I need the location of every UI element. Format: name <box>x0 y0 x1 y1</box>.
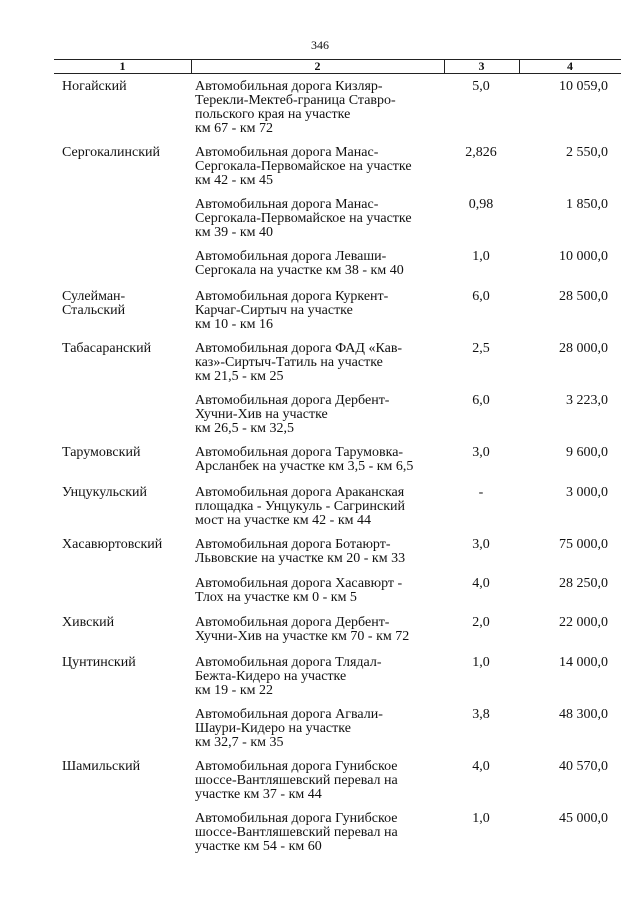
road-description-line: Автомобильная дорога Гунибское <box>195 811 398 826</box>
amount-cell: 22 000,0 <box>559 615 608 630</box>
amount-cell: 3 000,0 <box>566 485 608 500</box>
header-cell-4: 4 <box>567 59 573 73</box>
amount-cell: 10 000,0 <box>559 249 608 264</box>
road-description-line: км 26,5 - км 32,5 <box>195 421 294 436</box>
amount-cell: 48 300,0 <box>559 707 608 722</box>
road-cell <box>195 577 445 605</box>
road-description-line: Автомобильная дорога Куркент- <box>195 289 389 304</box>
road-description-line: Хучни-Хив на участке <box>195 407 328 422</box>
road-cell <box>195 290 445 332</box>
road-description-line: км 42 - км 45 <box>195 173 273 188</box>
amount-cell: 10 059,0 <box>559 79 608 94</box>
road-cell <box>195 250 445 278</box>
road-description-line: км 39 - км 40 <box>195 225 273 240</box>
road-description-line: шоссе-Вантляшевский перевал на <box>195 825 398 840</box>
road-cell <box>195 198 445 240</box>
road-cell <box>195 760 445 802</box>
district-name: Сергокалинский <box>62 145 161 160</box>
district-cell <box>62 616 190 630</box>
amount-cell: 14 000,0 <box>559 655 608 670</box>
header-cell-1: 1 <box>119 59 126 73</box>
district-cell <box>62 446 190 460</box>
length-cell: 3,8 <box>472 707 490 722</box>
district-name: Цунтинский <box>62 655 136 670</box>
district-name: Стальский <box>62 303 126 318</box>
length-cell: 4,0 <box>472 759 490 774</box>
length-cell: 5,0 <box>472 79 490 94</box>
district-cell <box>62 486 190 500</box>
district-name: Хивский <box>62 615 115 630</box>
road-description-line: Автомобильная дорога Тарумовка- <box>195 445 404 460</box>
amount-cell: 28 500,0 <box>559 289 608 304</box>
amount-cell: 28 000,0 <box>559 341 608 356</box>
road-cell <box>195 394 445 436</box>
district-name: Сулейман- <box>62 289 126 304</box>
length-cell: 4,0 <box>472 576 490 591</box>
road-description-line: км 19 - км 22 <box>195 683 273 698</box>
road-description-line: Автомобильная дорога Манас- <box>195 197 379 212</box>
road-cell <box>195 446 445 474</box>
length-cell: 3,0 <box>472 537 490 552</box>
road-cell <box>195 342 445 384</box>
road-description-line: шоссе-Вантляшевский перевал на <box>195 773 398 788</box>
road-description-line: Тлох на участке км 0 - км 5 <box>195 590 357 605</box>
road-description-line: Хучни-Хив на участке км 70 - км 72 <box>195 629 410 644</box>
road-cell <box>195 708 445 750</box>
district-cell <box>62 656 190 670</box>
road-description-line: польского края на участке <box>195 107 351 122</box>
amount-cell: 40 570,0 <box>559 759 608 774</box>
road-description-line: км 21,5 - км 25 <box>195 369 284 384</box>
district-name: Хасавюртовский <box>62 537 163 552</box>
length-cell: 2,5 <box>472 341 490 356</box>
length-cell: 2,826 <box>465 145 497 160</box>
district-name: Ногайский <box>62 79 127 94</box>
amount-cell: 75 000,0 <box>559 537 608 552</box>
amount-cell: 28 250,0 <box>559 576 608 591</box>
road-cell <box>195 656 445 698</box>
road-description-line: Автомобильная дорога Кизляр- <box>195 79 383 94</box>
road-description-line: км 10 - км 16 <box>195 317 273 332</box>
page-number: 346 <box>311 38 329 52</box>
road-description-line: Терекли-Мектеб-граница Ставро- <box>195 93 396 108</box>
road-description-line: Автомобильная дорога ФАД «Кав- <box>195 341 403 356</box>
road-description-line: Автомобильная дорога Араканская <box>195 485 405 500</box>
road-description-line: Шаури-Кидеро на участке <box>195 721 351 736</box>
length-cell: 2,0 <box>472 615 490 630</box>
road-description-line: км 32,7 - км 35 <box>195 735 284 750</box>
road-description-line: Сергокала-Первомайское на участке <box>195 159 412 174</box>
district-name: Табасаранский <box>62 341 152 356</box>
road-description-line: Львовские на участке км 20 - км 33 <box>195 551 406 566</box>
district-cell <box>62 80 190 94</box>
road-description-line: мост на участке км 42 - км 44 <box>195 513 371 528</box>
road-cell <box>195 486 445 528</box>
amount-cell: 45 000,0 <box>559 811 608 826</box>
district-cell <box>62 290 190 318</box>
road-cell <box>195 538 445 566</box>
district-cell <box>62 538 190 552</box>
road-cell <box>195 146 445 188</box>
length-cell: 1,0 <box>472 655 490 670</box>
amount-cell: 9 600,0 <box>566 445 608 460</box>
road-description-line: участке км 37 - км 44 <box>195 787 322 802</box>
amount-cell: 1 850,0 <box>566 197 608 212</box>
road-description-line: Автомобильная дорога Дербент- <box>195 393 390 408</box>
district-name: Унцукульский <box>62 485 148 500</box>
header-bottom-rule <box>54 73 621 74</box>
road-description-line: Карчаг-Сиртыч на участке <box>195 303 353 318</box>
road-description-line: Арсланбек на участке км 3,5 - км 6,5 <box>195 459 414 474</box>
header-cell-2: 2 <box>314 59 321 73</box>
road-description-line: Автомобильная дорога Дербент- <box>195 615 390 630</box>
length-cell: 0,98 <box>468 197 494 212</box>
road-cell <box>195 616 445 644</box>
road-description-line: площадка - Унцукуль - Сагринский <box>195 499 406 514</box>
road-description-line: Бежта-Кидеро на участке <box>195 669 347 684</box>
road-description-line: Автомобильная дорога Агвали- <box>195 707 383 722</box>
amount-cell: 2 550,0 <box>566 145 608 160</box>
road-description-line: Автомобильная дорога Леваши- <box>195 249 387 264</box>
amount-cell: 3 223,0 <box>566 393 608 408</box>
road-description-line: км 67 - км 72 <box>195 121 273 136</box>
road-cell <box>195 80 445 136</box>
district-name: Тарумовский <box>62 445 141 460</box>
road-description-line: Сергокала-Первомайское на участке <box>195 211 412 226</box>
length-cell: 6,0 <box>472 289 490 304</box>
length-cell: - <box>478 485 484 500</box>
district-cell <box>62 760 190 774</box>
length-cell: 1,0 <box>472 811 490 826</box>
road-description-line: Автомобильная дорога Гунибское <box>195 759 398 774</box>
header-cell-3: 3 <box>478 59 485 73</box>
length-cell: 6,0 <box>472 393 490 408</box>
road-description-line: Автомобильная дорога Хасавюрт - <box>195 576 403 591</box>
road-description-line: каз»-Сиртыч-Татиль на участке <box>195 355 383 370</box>
road-description-line: Автомобильная дорога Манас- <box>195 145 379 160</box>
table-header <box>54 59 621 73</box>
road-description-line: Сергокала на участке км 38 - км 40 <box>195 263 404 278</box>
road-cell <box>195 812 445 854</box>
length-cell: 3,0 <box>472 445 490 460</box>
district-cell <box>62 342 190 356</box>
road-description-line: участке км 54 - км 60 <box>195 839 322 854</box>
length-cell: 1,0 <box>472 249 490 264</box>
district-cell <box>62 146 190 160</box>
road-description-line: Автомобильная дорога Тлядал- <box>195 655 382 670</box>
road-description-line: Автомобильная дорога Ботаюрт- <box>195 537 391 552</box>
district-name: Шамильский <box>62 759 141 774</box>
